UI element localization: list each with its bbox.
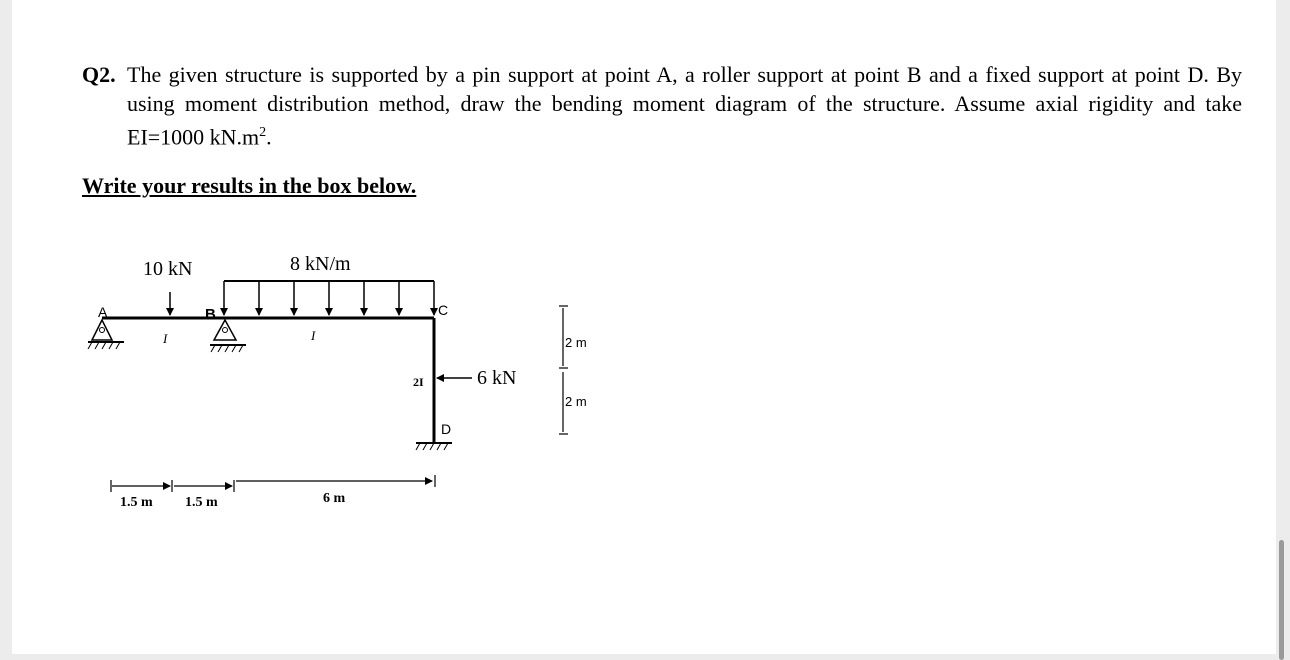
distributed-load-label: 8 kN/m: [290, 253, 351, 275]
stiffness-cd: 2I: [413, 375, 424, 389]
question-body: The given structure is supported by a pin support at point A, a roller support at point B and a fixed support at point D. By using moment distribution method, draw the bending moment diagram of the structure. Assume axial rigidity and take EI=1000 kN.m: [127, 62, 1242, 150]
vertical-dimension: [559, 306, 568, 434]
scrollbar-thumb[interactable]: [1279, 540, 1284, 660]
label-d: D: [441, 421, 452, 437]
roller-support-b: [210, 320, 246, 352]
dim-lower: 2 m: [565, 394, 587, 409]
stiffness-bc: I: [311, 328, 316, 343]
dim-seg2: 1.5 m: [185, 495, 218, 510]
question-end: .: [266, 124, 272, 150]
dim-upper: 2 m: [565, 335, 587, 350]
lateral-load-label: 6 kN: [477, 367, 517, 389]
stiffness-ab: I: [163, 331, 168, 346]
pin-support-a: [88, 320, 124, 349]
dim-seg1: 1.5 m: [120, 495, 153, 510]
scrollbar-track[interactable]: [1276, 0, 1290, 654]
fixed-support-d: [416, 443, 452, 450]
label-b: B: [205, 306, 216, 323]
horizontal-dimension: [111, 475, 435, 492]
point-load-label: 10 kN: [143, 258, 193, 280]
question-superscript: 2: [259, 125, 267, 140]
instruction-heading: Write your results in the box below.: [82, 173, 417, 198]
label-a: A: [98, 304, 108, 320]
label-c: C: [438, 302, 449, 318]
dim-seg3: 6 m: [323, 491, 346, 506]
distributed-load: [224, 281, 434, 315]
question-number: Q2.: [82, 62, 116, 87]
